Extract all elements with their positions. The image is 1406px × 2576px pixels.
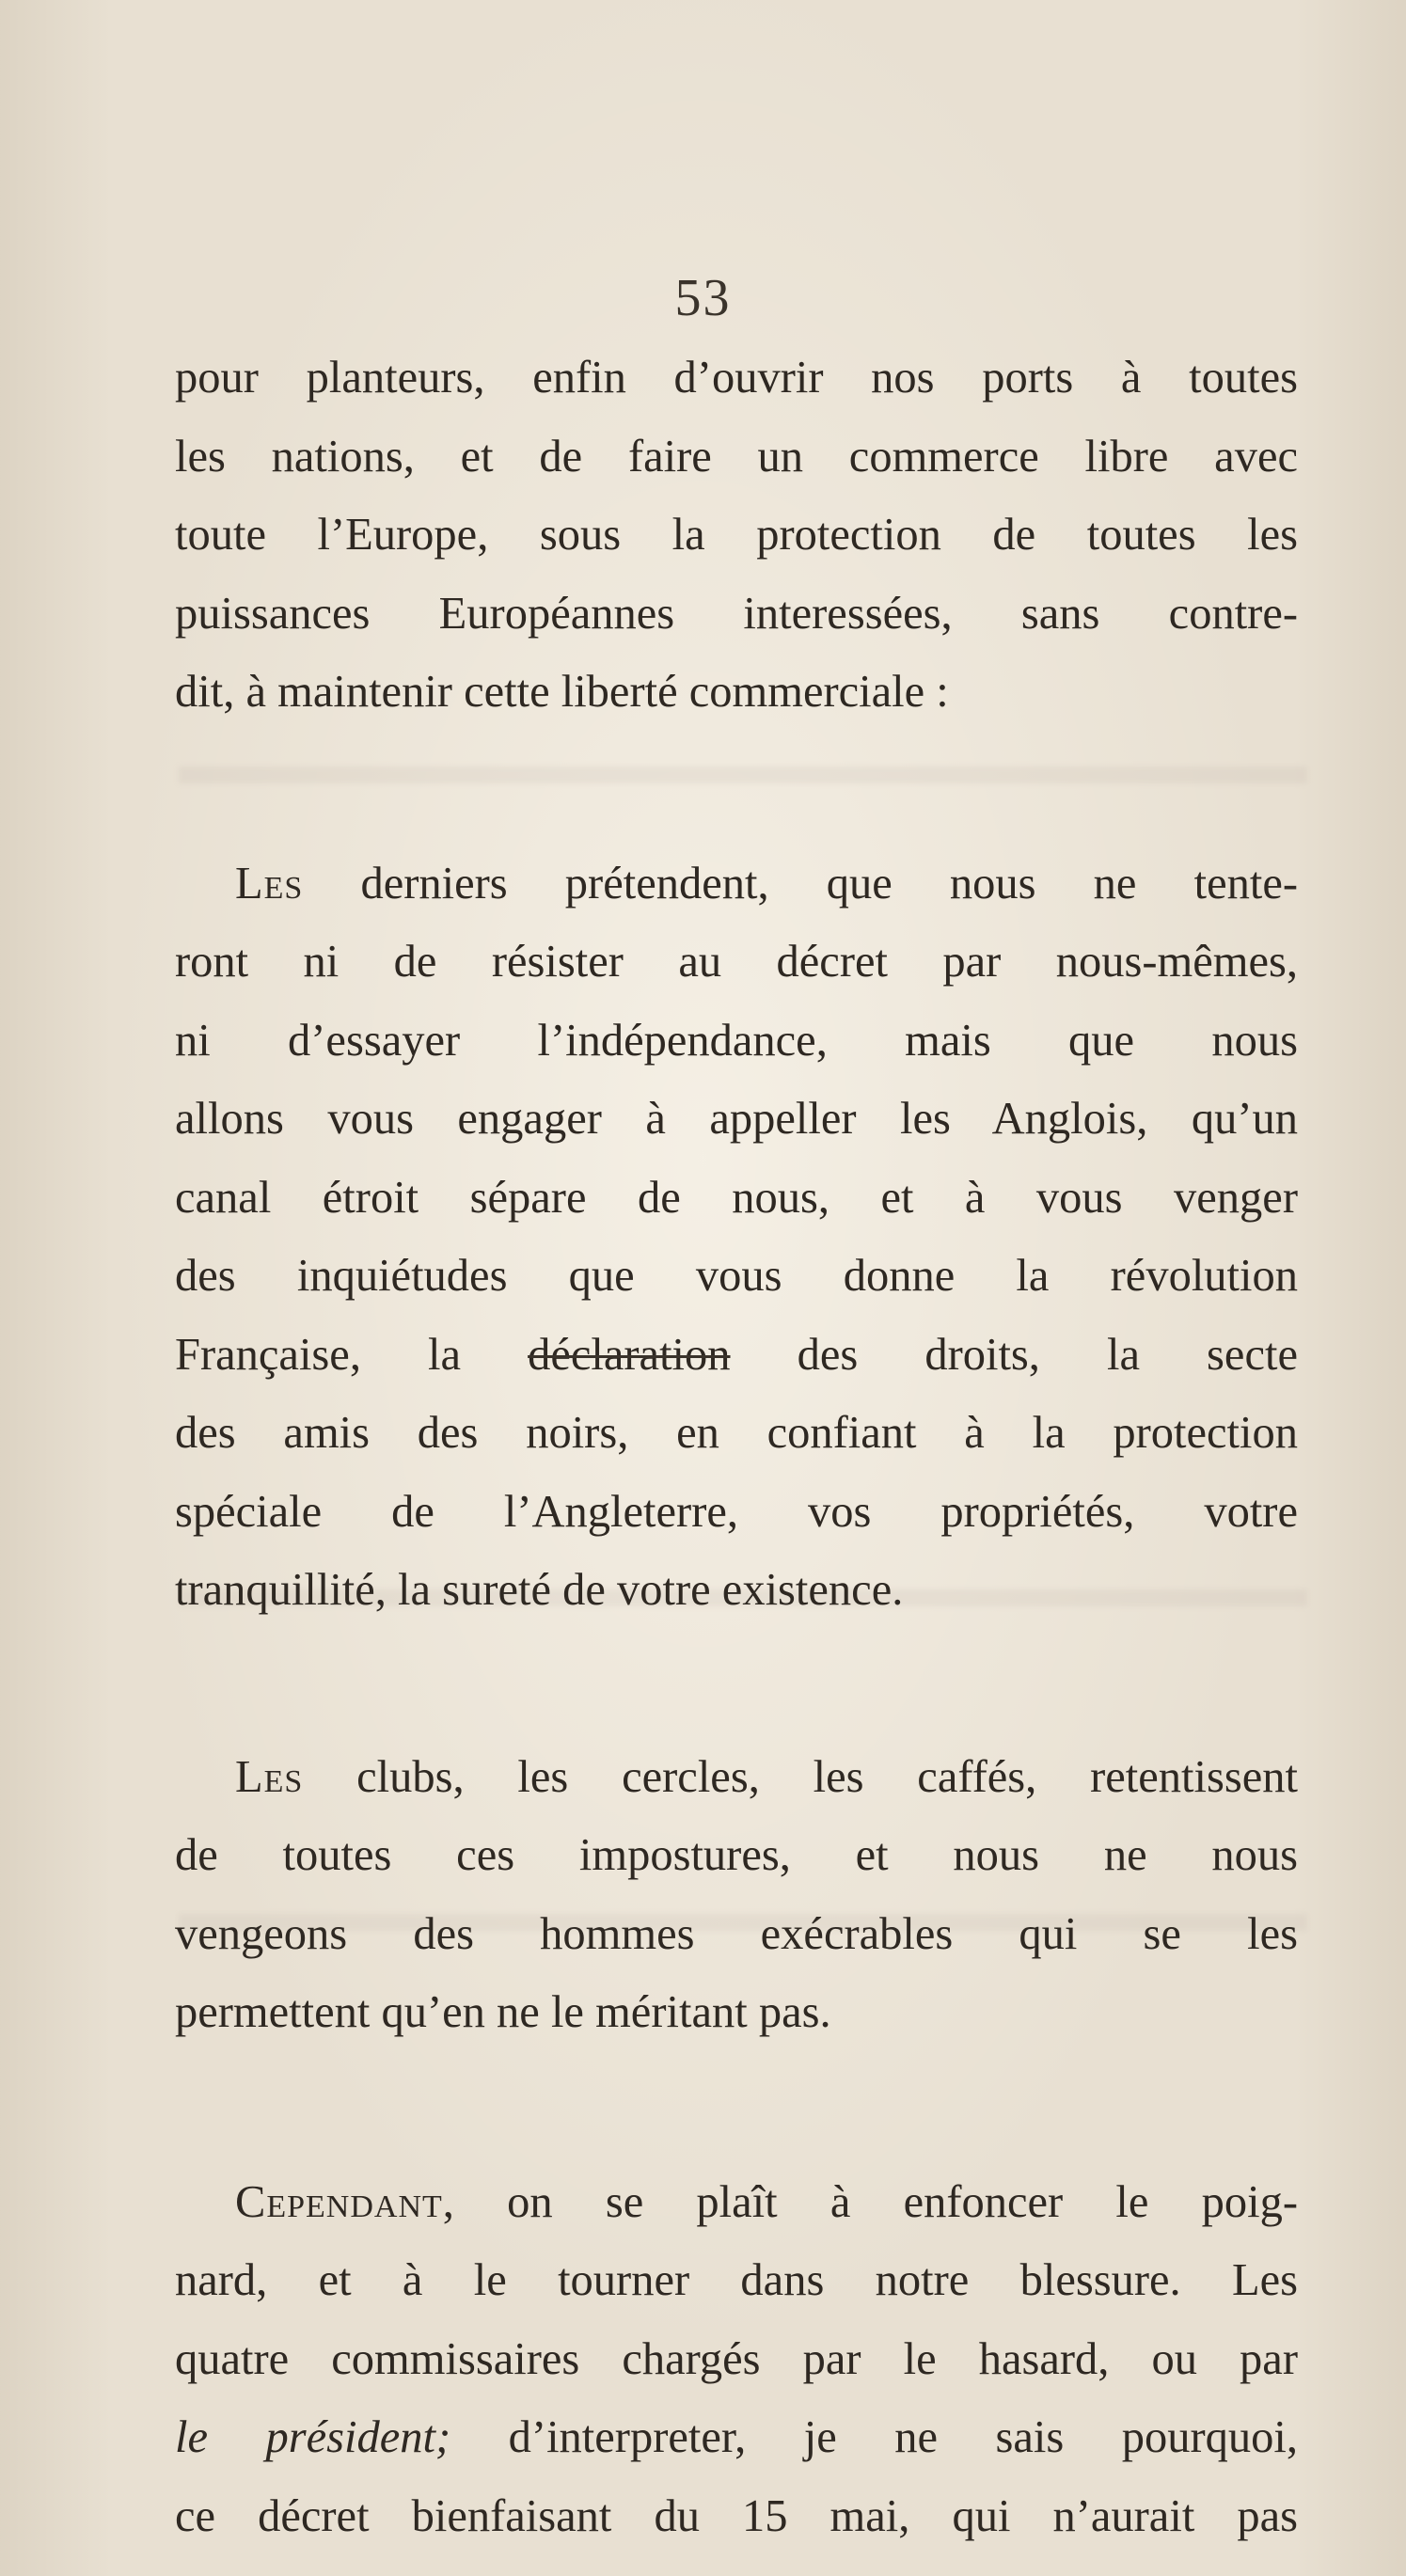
line-segment: des droits, la secte [730,1329,1298,1380]
text-line: toute l’Europe, sous la protection de toutes les [175,510,1298,560]
text-line: permettent qu’en ne le méritant pas. [175,1987,831,2037]
text-line: puissances Européannes interessées, sans contre- [175,588,1298,639]
page-body [175,339,1298,2555]
text-line [175,1738,1298,1817]
text-line [175,2398,1298,2477]
paragraph-lead-word: Les [235,858,304,909]
paragraph-4 [175,2163,1298,2556]
text-line: canal étroit sépare de nous, et à vous venger [175,1172,1298,1223]
text-line: ce décret bienfaisant du 15 mai, qui n’aurait pas [175,2490,1298,2541]
paragraph-3 [175,1738,1298,2052]
paragraph-spacer [175,1630,1298,1738]
text-line: pour planteurs, enfin d’ouvrir nos ports à toutes [175,353,1298,403]
line-rest: clubs, les cercles, les caffés, retentissent [303,1751,1298,1802]
page-number: 53 [674,269,732,327]
text-line: des inquiétudes que vous donne la révolution [175,1251,1298,1301]
text-line: tranquillité, la sureté de votre existence. [175,1565,904,1615]
text-line: dit, à maintenir cette liberté commerciale : [175,667,949,717]
text-line [175,1316,1298,1395]
line-rest: d’interpreter, je ne sais pourquoi, [450,2412,1299,2462]
line-rest: , on se plaît à enfoncer le poig- [442,2176,1298,2227]
line-segment: Française, la [175,1329,529,1380]
text-line: ront ni de résister au décret par nous-mêmes, [175,937,1298,987]
text-line: de toutes ces impostures, et nous ne nous [175,1830,1298,1880]
text-line: allons vous engager à appeller les Anglois, qu’un [175,1094,1298,1144]
italic-phrase: le président; [175,2412,451,2462]
paragraph-1 [175,339,1298,732]
struck-word: déclaration [528,1329,731,1380]
text-line: nard, et à le tourner dans notre blessure. Les [175,2255,1298,2305]
line-rest: derniers prétendent, que nous ne tente- [303,858,1298,909]
paragraph-lead-word: Cependant [235,2176,443,2227]
text-line: quatre commissaires chargés par le hasard, ou par [175,2333,1298,2384]
text-line: spéciale de l’Angleterre, vos propriétés, votre [175,1486,1298,1537]
paragraph-spacer [175,732,1298,845]
text-line: vengeons des hommes exécrables qui se les [175,1908,1298,1959]
paragraph-2 [175,845,1298,1630]
paragraph-lead-word: Les [235,1751,304,1802]
text-line: les nations, et de faire un commerce libre avec [175,431,1298,482]
paragraph-spacer [175,2052,1298,2163]
text-line [175,2163,1298,2242]
text-line: des amis des noirs, en confiant à la protection [175,1408,1298,1458]
text-line: ni d’essayer l’indépendance, mais que nous [175,1015,1298,1066]
text-line [175,845,1298,924]
